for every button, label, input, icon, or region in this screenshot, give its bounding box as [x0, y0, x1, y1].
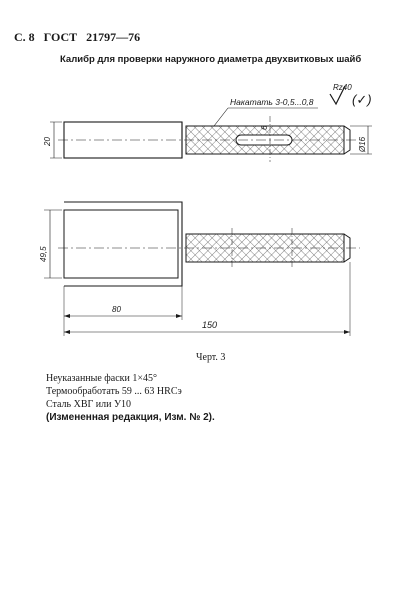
knurl-note-text: Накатать 3-0,5...0,8 [230, 97, 314, 107]
note-material: Сталь ХВГ или У10 [46, 399, 132, 410]
roughness-mark [330, 83, 372, 107]
note-chamfer: Неуказанные фаски 1×45° [46, 373, 158, 384]
roughness-value: Rz40 [333, 83, 352, 92]
dim-d16: Ø16 [358, 136, 367, 152]
dim-20: 20 [43, 137, 52, 146]
dim-150: 150 [202, 320, 218, 330]
figure-caption: Черт. 3 [196, 352, 226, 363]
bottom-view [39, 202, 360, 336]
page-number: С. 8 [14, 30, 35, 44]
standard-label: ГОСТ [43, 30, 78, 44]
drawing-title: Калибр для проверки наружного диаметра двухвитковых шайб [60, 54, 362, 65]
note-heat-treatment: Термообработать 59 ... 63 HRCэ [46, 386, 182, 397]
bottom-handle [64, 202, 182, 286]
dim-6: 6 [260, 125, 269, 130]
dim-80: 80 [112, 305, 121, 314]
top-view [43, 116, 372, 162]
notes-block [46, 372, 182, 411]
dim-49-5: 49,5 [39, 246, 48, 262]
edition-note: (Измененная редакция, Изм. № 2). [46, 412, 215, 423]
roughness-symbol: (✓) [352, 92, 372, 107]
knurl-note [214, 97, 318, 126]
standard-number: 21797—76 [86, 30, 141, 44]
